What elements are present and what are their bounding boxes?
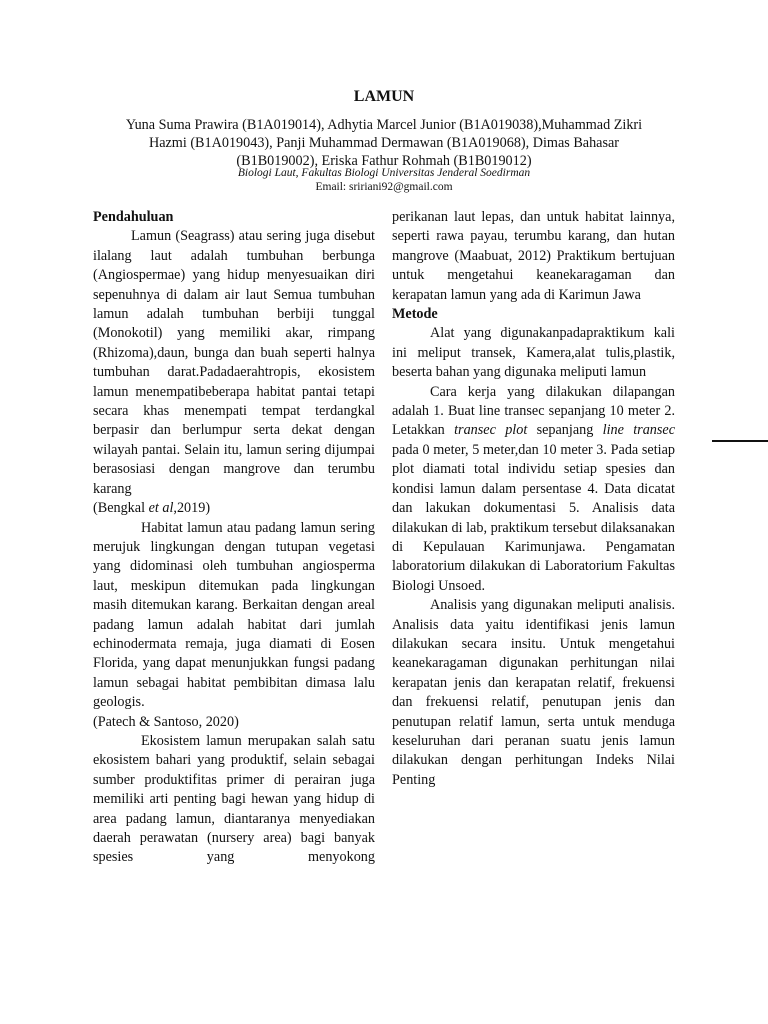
author-list (90, 116, 678, 170)
italic-term: line transec (602, 422, 675, 439)
paragraph: Alat yang digunakanpadapraktikum kali ini meliput transek, Kamera,alat tulis,plastik, beserta bahan yang digunaka meliputi lamun (392, 325, 675, 381)
authors-line-1: Yuna Suma Prawira (B1A019014), Adhytia Marcel Junior (B1A019038),Muhammad Zikri (125, 117, 643, 133)
paragraph: perikanan laut lepas, dan untuk habitat lainnya, seperti rawa payau, terumbu karang, dan hutan mangrove (Maabuat, 2012) Praktikum bertujuan untuk mengetahui keanekaragaman dan kerapatan lamun yang ada di Karimun Jawa (392, 209, 675, 303)
paragraph (93, 732, 375, 868)
paragraph-text: Ekosistem lamun merupakan salah satu ekosistem bahari yang produktif, selain sebagai sumber produktifitas primer di perairan juga memiliki arti penting bagi hewan yang hidup di area padang lamun, diantaranya menyediakan daerah perawatan (nursery area) bagi banyak spesies yang menyokong (93, 732, 375, 866)
section-heading-metode: Metode (392, 306, 438, 323)
paragraph (392, 383, 675, 596)
paper-title: LAMUN (353, 88, 415, 105)
paragraph-text: Lamun (Seagrass) atau sering juga disebut ilalang laut adalah tumbuhan berbunga (Angiospermae) yang hidup menyesuaikan diri sepenuhnya di dalam air laut Semua tumbuhan lamun adalah tumbuhan berbiji tunggal (Monokotil) yang memiliki akar, rimpang (Rhizoma),daun, bunga dan buah seperti halnya tumbuhan darat.Padadaerahtropis, ekosistem lamun menempatibeberapa habitat pantai tetapi secara khas menempati tempat terdangkal berpasir dan berlumpur serta dekat dengan wilayah pantai. Selain itu, lamun sering dijumpai berasosiasi dengan mangrove dan terumbu karang (93, 228, 375, 497)
citation-text: (Bengkal (93, 500, 149, 517)
section-heading-pendahuluan: Pendahuluan (93, 209, 174, 225)
margin-rule (712, 440, 768, 442)
citation-text: ,2019) (173, 500, 211, 517)
paragraph (93, 519, 375, 713)
citation-line (93, 499, 375, 518)
paragraph-text: Habitat lamun atau padang lamun sering merujuk lingkungan dengan tutupan vegetasi yang didominasi oleh tumbuhan angiosperma laut, meskipun ditemukan pada lingkungan masih ditemukan karang. Berkaitan dengan areal padang lamun adalah habitat dari jumlah echinodermata remaja, juga diamati di Eosen Florida, yang dapat menunjukkan fungsi padang lamun sebagai habitat pembibitan dimasa lalu geologis. (93, 519, 375, 711)
citation-italic: et al (148, 500, 174, 517)
affiliation: Biologi Laut, Fakultas Biologi Universitas Jenderal Soedirman (237, 167, 531, 179)
paragraph (93, 227, 375, 499)
citation-line: (Patech & Santoso, 2020) (93, 713, 239, 730)
authors-line-3: (B1B019002), Eriska Fathur Rohmah (B1B019012) (236, 153, 532, 169)
paragraph: Analisis yang digunakan meliputi analisis. Analisis data yaitu identifikasi jenis lamun dilakukan secara insitu. Untuk mengetahui keanekaragaman digunakan perhitungan nilai kerapatan jenis dan kerapatan relatif, frekuensi dan frekuensi relatif, penutupan jenis dan penutupan relatif lamun, serta untuk menduga keseluruhan dari peranan suatu jenis lamun dilakukan dengan perhitungan Indeks Nilai Penting (392, 597, 675, 788)
italic-term: transec plot (454, 422, 528, 439)
right-column (392, 208, 675, 790)
paragraph-text: sepanjang (527, 422, 603, 439)
paragraph-text: Cara kerja yang dilakukan dilapangan adalah 1. Buat line transec sepanjang 10 meter 2. Letakkan (392, 383, 675, 439)
left-column (93, 208, 375, 868)
authors-line-2: Hazmi (B1A019043), Panji Muhammad Dermawan (B1A019068), Dimas Bahasar (148, 135, 620, 151)
paragraph-text: pada 0 meter, 5 meter,dan 10 meter 3. Pada setiap plot diamati total individu setiap spesies dan kondisi lamun dalam persentase 4. Data dicatat dan lakukan dokumentasi 5. Analisis data dilakukan di lab, praktikum tersebut dilaksanakan di Kepulauan Karimunjawa. Pengamatan laboratorium dilakukan di Laboratorium Fakultas Biologi Unsoed. (392, 441, 675, 594)
email: Email: sririani92@gmail.com (315, 181, 453, 193)
